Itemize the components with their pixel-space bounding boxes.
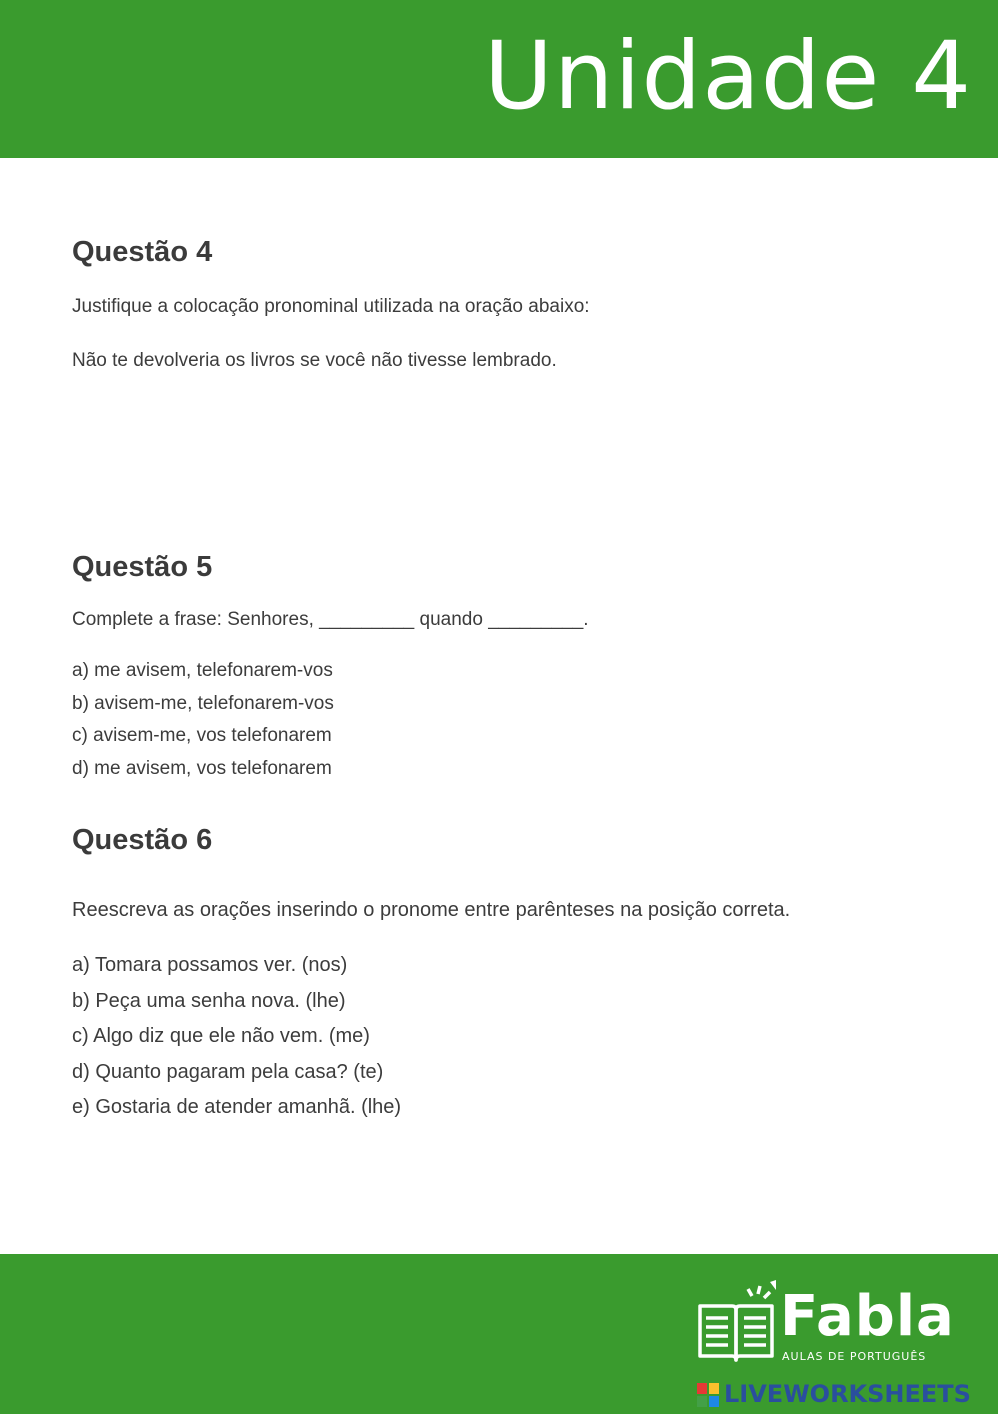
header-banner (0, 0, 998, 158)
question-6-item-b: b) Peça uma senha nova. (lhe) (72, 990, 346, 1012)
question-5-prompt: Complete a frase: Senhores, _________ quando _________. (72, 609, 589, 630)
footer-banner (0, 1254, 998, 1414)
unit-title: Unidade 4 (484, 22, 972, 131)
question-5 (72, 551, 952, 791)
question-6-prompt: Reescreva as orações inserindo o pronome entre parênteses na posição correta. (72, 899, 791, 921)
question-6 (72, 824, 952, 1124)
question-5-option-b: b) avisem-me, telefonarem-vos (72, 693, 334, 714)
fabla-logo (696, 1276, 956, 1366)
fabla-tagline: AULAS DE PORTUGUÊS (782, 1350, 927, 1363)
question-5-title: Questão 5 (72, 551, 213, 583)
liveworksheets-text: LIVEWORKSHEETS (724, 1380, 971, 1408)
fabla-brand: Fabla (780, 1284, 955, 1349)
question-5-option-a: a) me avisem, telefonarem-vos (72, 660, 333, 681)
question-6-title: Questão 6 (72, 824, 213, 856)
book-icon (696, 1276, 776, 1366)
liveworksheets-logo (696, 1380, 996, 1410)
question-5-option-c: c) avisem-me, vos telefonarem (72, 725, 332, 746)
question-5-option-d: d) me avisem, vos telefonarem (72, 758, 332, 779)
question-4-title: Questão 4 (72, 236, 213, 268)
question-4 (72, 236, 952, 386)
question-6-item-e: e) Gostaria de atender amanhã. (lhe) (72, 1096, 402, 1118)
live-badge-icon (696, 1382, 720, 1408)
question-6-item-a: a) Tomara possamos ver. (nos) (72, 954, 348, 976)
question-4-prompt: Justifique a colocação pronominal utilizada na oração abaixo: (72, 296, 590, 317)
question-6-item-d: d) Quanto pagaram pela casa? (te) (72, 1061, 384, 1083)
question-6-item-c: c) Algo diz que ele não vem. (me) (72, 1025, 370, 1047)
question-4-sentence: Não te devolveria os livros se você não tivesse lembrado. (72, 350, 557, 371)
